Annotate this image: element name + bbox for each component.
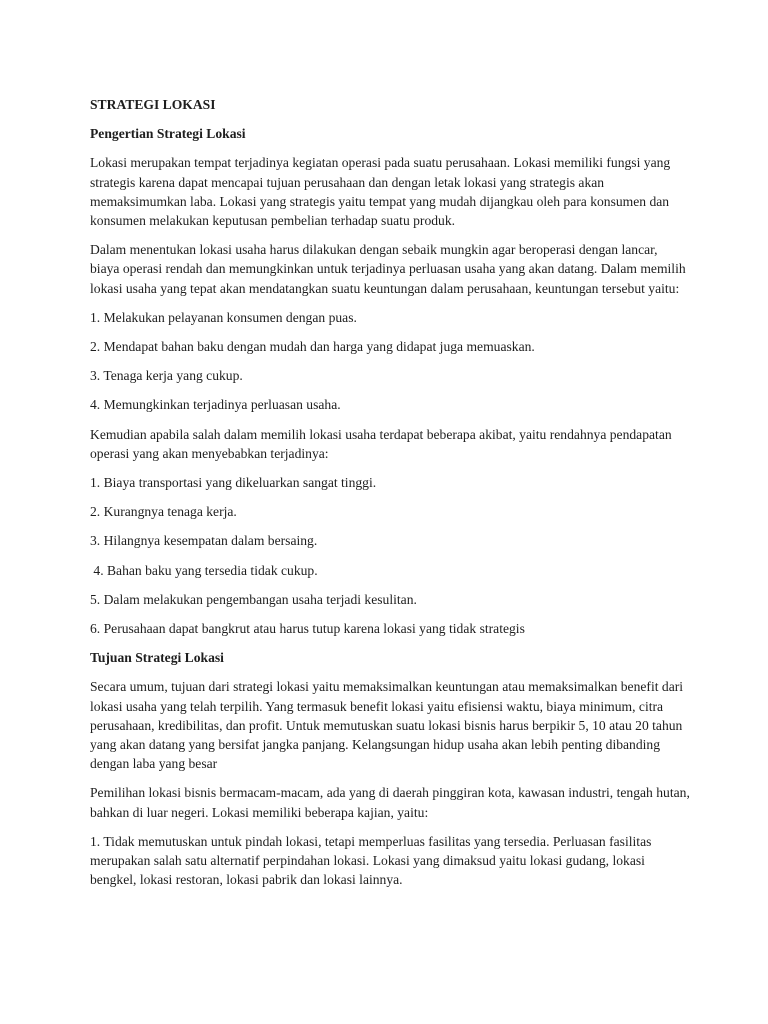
paragraph-definition: Lokasi merupakan tempat terjadinya kegiatan operasi pada suatu perusahaan. Lokasi memiliki fungsi yang strategis karena dapat mencapai tujuan perusahaan dan dengan letak lokasi yang strategis akan memaksimumkan laba. Lokasi yang strategis yaitu tempat yang mudah dijangkau oleh para konsumen dan konsumen melakukan keputusan pembelian terhadap suatu produk.: [90, 155, 671, 229]
consequence-list-item: 2. Kurangnya tenaga kerja.: [90, 504, 237, 520]
study-list-item: 1. Tidak memutuskan untuk pindah lokasi, tetapi memperluas fasilitas yang tersedia. Perluasan fasilitas merupakan salah satu alternatif perpindahan lokasi. Lokasi yang dimaksud yaitu lokasi gudang, lokasi bengkel, lokasi restoran, lokasi pabrik dan lokasi lainnya.: [90, 833, 652, 888]
section-heading-tujuan: Tujuan Strategi Lokasi: [90, 650, 224, 666]
document-title: STRATEGI LOKASI: [90, 97, 216, 112]
paragraph-location-choice: Dalam menentukan lokasi usaha harus dilakukan dengan sebaik mungkin agar beroperasi dengan lancar, biaya operasi rendah dan memungkinkan untuk terjadinya perluasan usaha yang akan datang. Dalam memilih lokasi usaha yang tepat akan mendatangkan suatu keuntungan dalam perusahaan, keuntungan tersebut yaitu:: [90, 242, 686, 296]
consequence-list-item: 5. Dalam melakukan pengembangan usaha terjadi kesulitan.: [90, 591, 417, 607]
paragraph-location-types: Pemilihan lokasi bisnis bermacam-macam, ada yang di daerah pinggiran kota, kawasan industri, tengah hutan, bahkan di luar negeri. Lokasi memiliki beberapa kajian, yaitu:: [90, 785, 690, 820]
benefit-list-item: 2. Mendapat bahan baku dengan mudah dan harga yang didapat juga memuaskan.: [90, 339, 535, 355]
consequence-list-item: 3. Hilangnya kesempatan dalam bersaing.: [90, 533, 318, 549]
document-page: [90, 95, 690, 900]
benefit-list-item: 3. Tenaga kerja yang cukup.: [90, 368, 243, 384]
benefit-list-item: 1. Melakukan pelayanan konsumen dengan puas.: [90, 309, 357, 325]
consequence-list-item: 6. Perusahaan dapat bangkrut atau harus tutup karena lokasi yang tidak strategis: [90, 621, 525, 637]
paragraph-purpose: Secara umum, tujuan dari strategi lokasi yaitu memaksimalkan keuntungan atau memaksimalkan benefit dari lokasi usaha yang telah terpilih. Yang termasuk benefit lokasi yaitu efisiensi waktu, biaya minimum, citra perusahaan, kredibilitas, dan profit. Untuk memutuskan suatu lokasi bisnis harus berpikir 5, 10 atau 20 tahun yang akan datang yang bersifat jangka panjang. Kelangsungan hidup usaha akan lebih penting dibanding dengan laba yang besar: [90, 679, 684, 772]
section-heading-pengertian: Pengertian Strategi Lokasi: [90, 126, 246, 142]
benefit-list-item: 4. Memungkinkan terjadinya perluasan usaha.: [90, 397, 341, 413]
consequence-list-item: 4. Bahan baku yang tersedia tidak cukup.: [90, 562, 318, 578]
paragraph-consequence-intro: Kemudian apabila salah dalam memilih lokasi usaha terdapat beberapa akibat, yaitu rendahnya pendapatan operasi yang akan menyebabkan terjadinya:: [90, 426, 672, 461]
consequence-list-item: 1. Biaya transportasi yang dikeluarkan sangat tinggi.: [90, 475, 377, 491]
